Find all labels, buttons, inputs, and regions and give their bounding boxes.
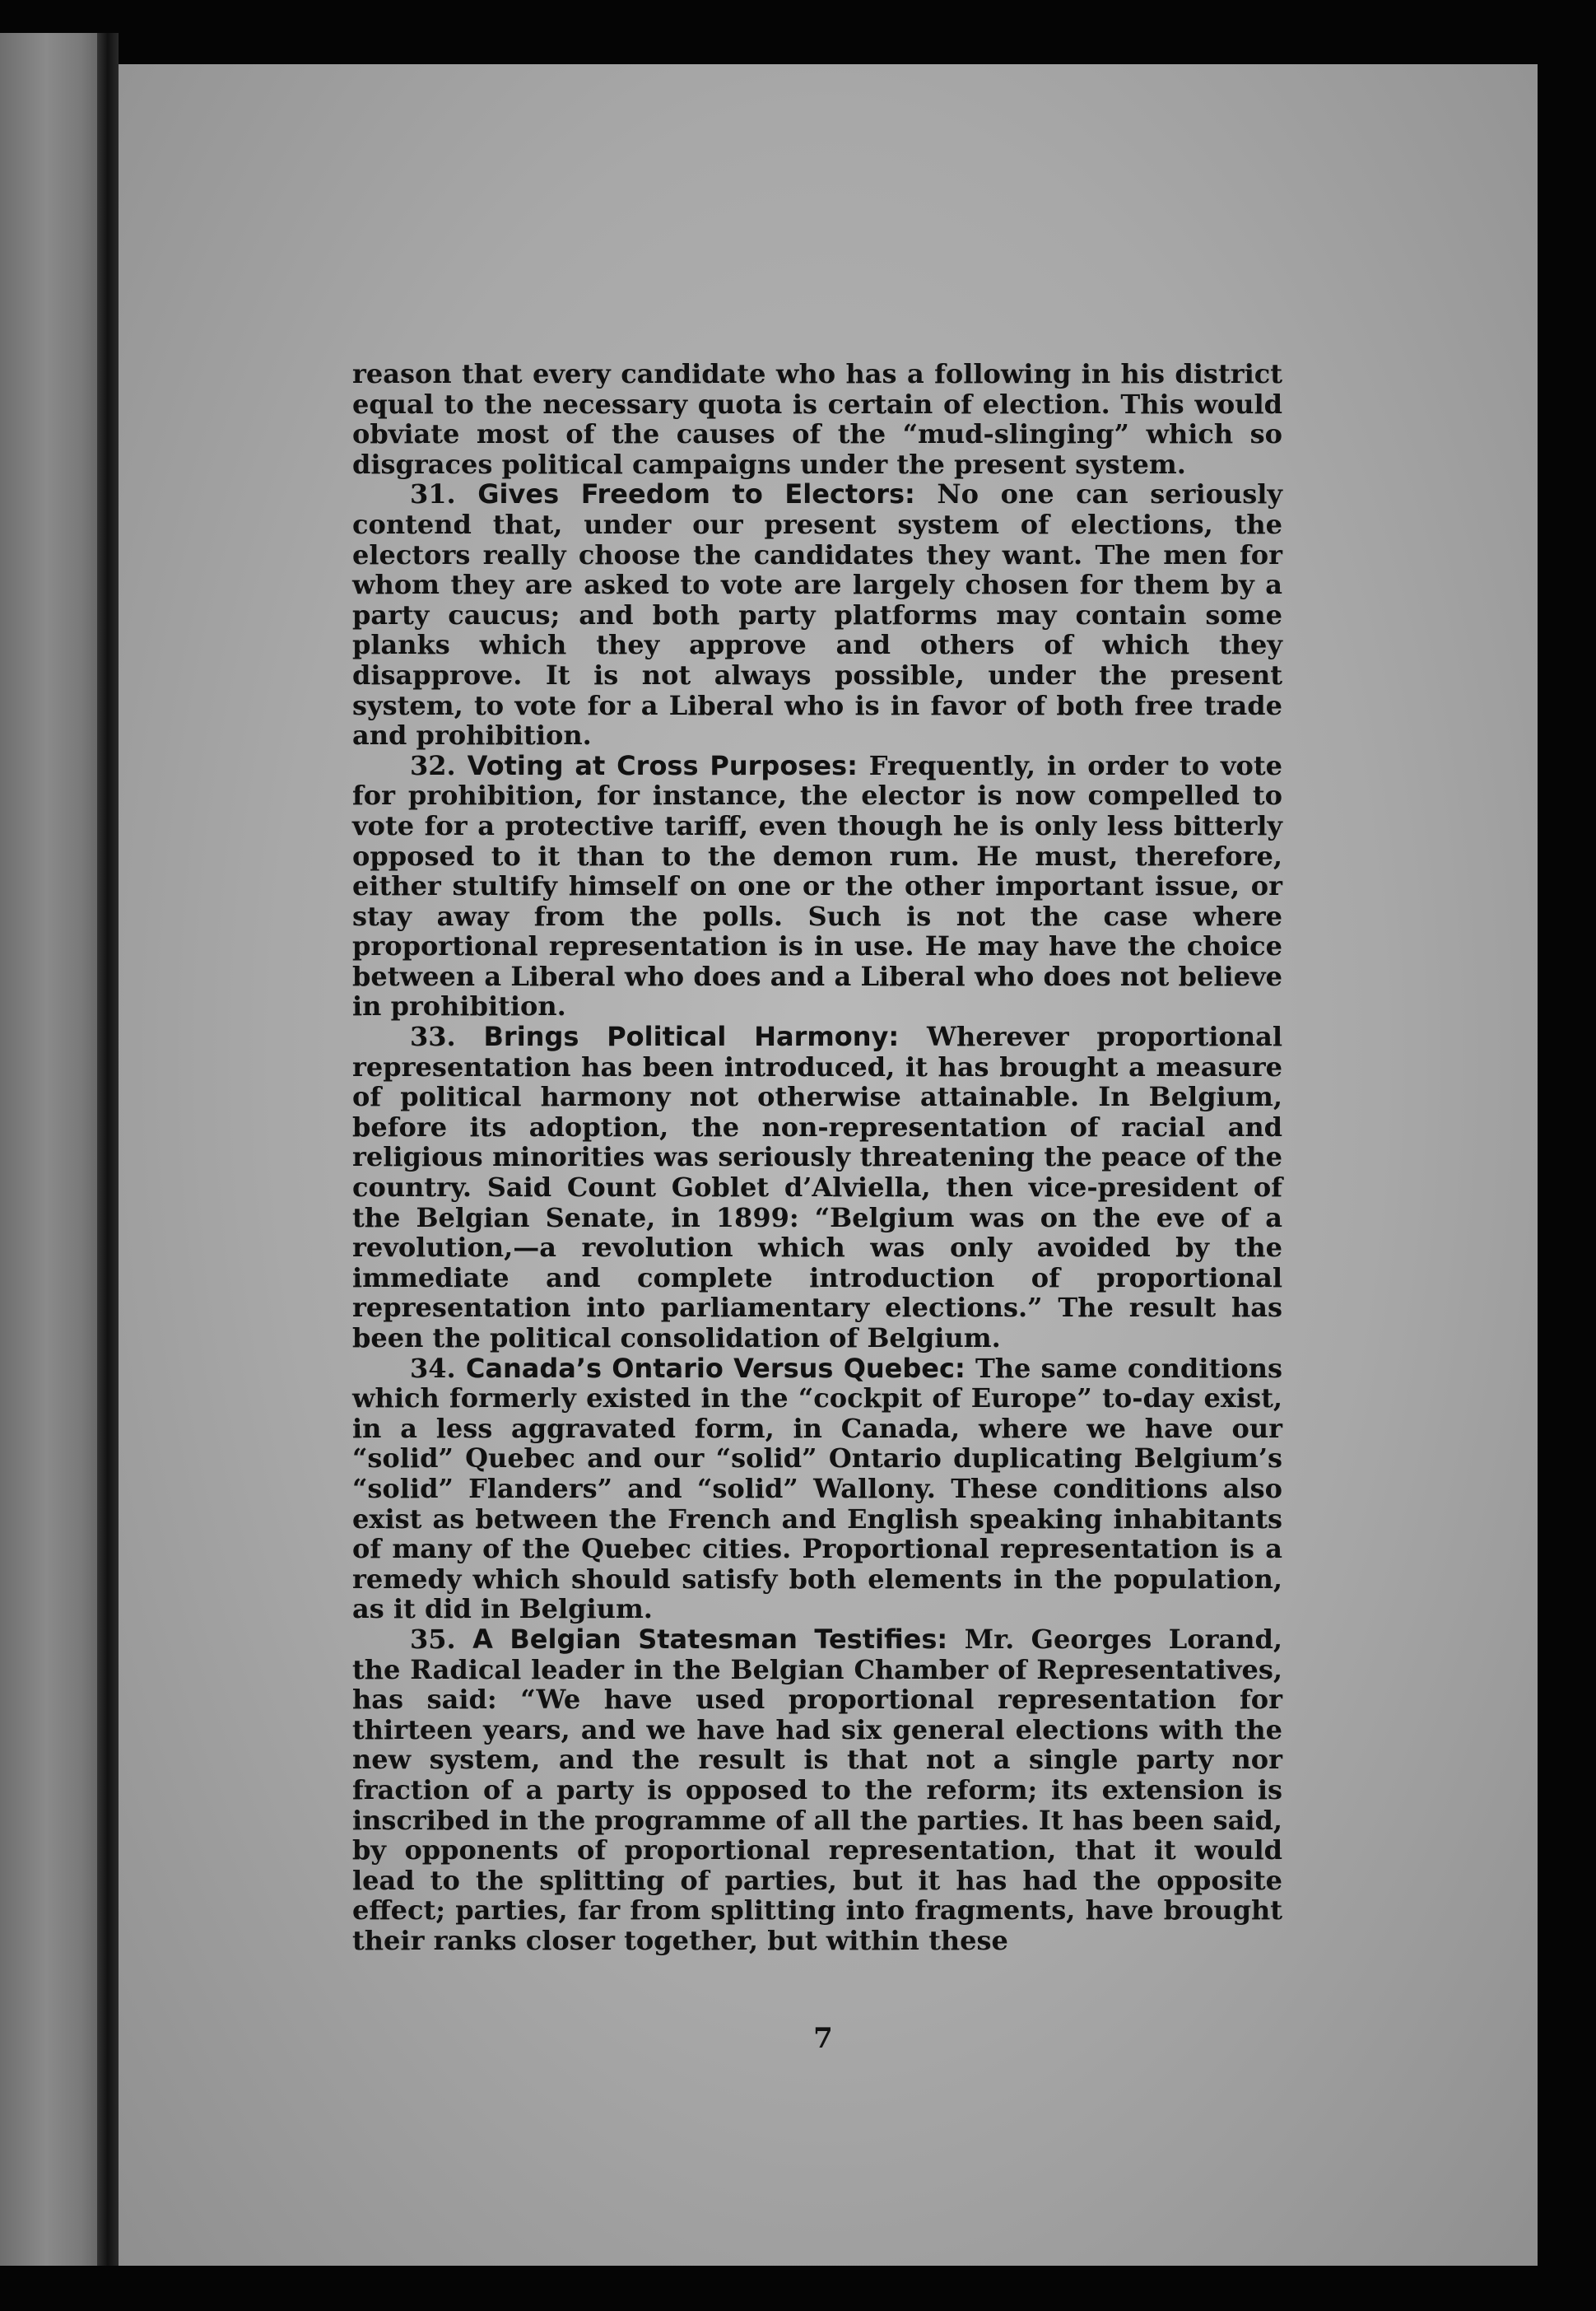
paragraph-text: reason that every candidate who has a following in his district equal to the necessary quota is certain of election. This would obviate most of the causes of the “mud-slinging” which so disgraces political campaigns under the present system. — [352, 358, 1282, 480]
paragraph-text: No one can seriously contend that, under our present system of elections, the electors really choose the candidates they want. The men for whom they are asked to vote are largely chosen for them by a party caucus; and both party platforms may contain some planks which they approve and others of which they disapprove. It is not always possible, under the present system, to vote for a Liberal who is in favor of both free trade and prohibition. — [352, 478, 1282, 752]
paragraph-33 — [352, 1022, 1282, 1354]
body-text — [352, 359, 1282, 1955]
paragraph-number: 31. — [410, 478, 456, 510]
paragraph-35 — [352, 1624, 1282, 1956]
scan-border-bottom — [0, 2266, 1596, 2311]
paragraph-32 — [352, 751, 1282, 1022]
paragraph-34 — [352, 1354, 1282, 1624]
scan-border-right — [1538, 0, 1596, 2311]
paragraph-heading: Brings Political Harmony: — [483, 1021, 900, 1053]
paragraph-text: Mr. Georges Lorand, the Radical leader in the Belgian Chamber of Representatives, has said: “We have used proportional representation for thirteen years, and we have had six general elections with the new system, and the result is that not a single party nor fraction of a party is opposed to the reform; its extension is inscribed in the programme of all the parties. It has been said, by opponents of proportional representation, that it would lead to the splitting of parties, but it has had the opposite effect; parties, far from splitting into fragments, have brought their ranks closer together, but within these — [352, 1623, 1283, 1956]
paragraph-31 — [352, 479, 1282, 750]
page-number: 7 — [813, 2022, 833, 2055]
paragraph-continued — [352, 359, 1282, 479]
scan-border-top — [0, 0, 1596, 74]
paragraph-number: 33. — [410, 1021, 456, 1053]
paragraph-text: Wherever proportional representation has been introduced, it has brought a measure of political harmony not otherwise attainable. In Belgium, before its adoption, the non-representation of racial and religious minorities was seriously threatening the peace of the country. Said Count Goblet d’Alviella, then vice-president of the Belgian Senate, in 1899: “Belgium was on the eve of a revolution,—a revolution which was only avoided by the immediate and complete introduction of proportional representation into parliamentary elections.” The result has been the political consolidation of Belgium. — [352, 1021, 1283, 1354]
paragraph-number: 34. — [410, 1352, 456, 1384]
paragraph-text: The same conditions which formerly existed in the “cockpit of Europe” to-day exist, in a less aggravated form, in Canada, where we have our “solid” Quebec and our “solid” Ontario duplicating Belgium’s “solid” Flanders” and “solid” Wallony. These conditions also exist as between the French and English speaking inhabitants of many of the Quebec cities. Proportional representation is a remedy which should satisfy both elements in the population, as it did in Belgium. — [352, 1352, 1282, 1625]
paragraph-text: Frequently, in order to vote for prohibition, for instance, the elector is now compelled to vote for a protective tariff, even though he is only less bitterly opposed to it than to the demon rum. He must, therefore, either stultify himself on one or the other important issue, or stay away from the polls. Such is not the case where proportional representation is in use. He may have the choice between a Liberal who does and a Liberal who does not believe in prohibition. — [352, 749, 1283, 1023]
paragraph-heading: Voting at Cross Purposes: — [467, 749, 858, 781]
paragraph-number: 32. — [410, 749, 456, 781]
paragraph-heading: Canada’s Ontario Versus Quebec: — [465, 1352, 966, 1384]
binding-gutter — [97, 33, 119, 2272]
paragraph-number: 35. — [410, 1623, 456, 1655]
paragraph-heading: A Belgian Statesman Testifies: — [472, 1623, 948, 1655]
paragraph-heading: Gives Freedom to Electors: — [477, 478, 915, 510]
